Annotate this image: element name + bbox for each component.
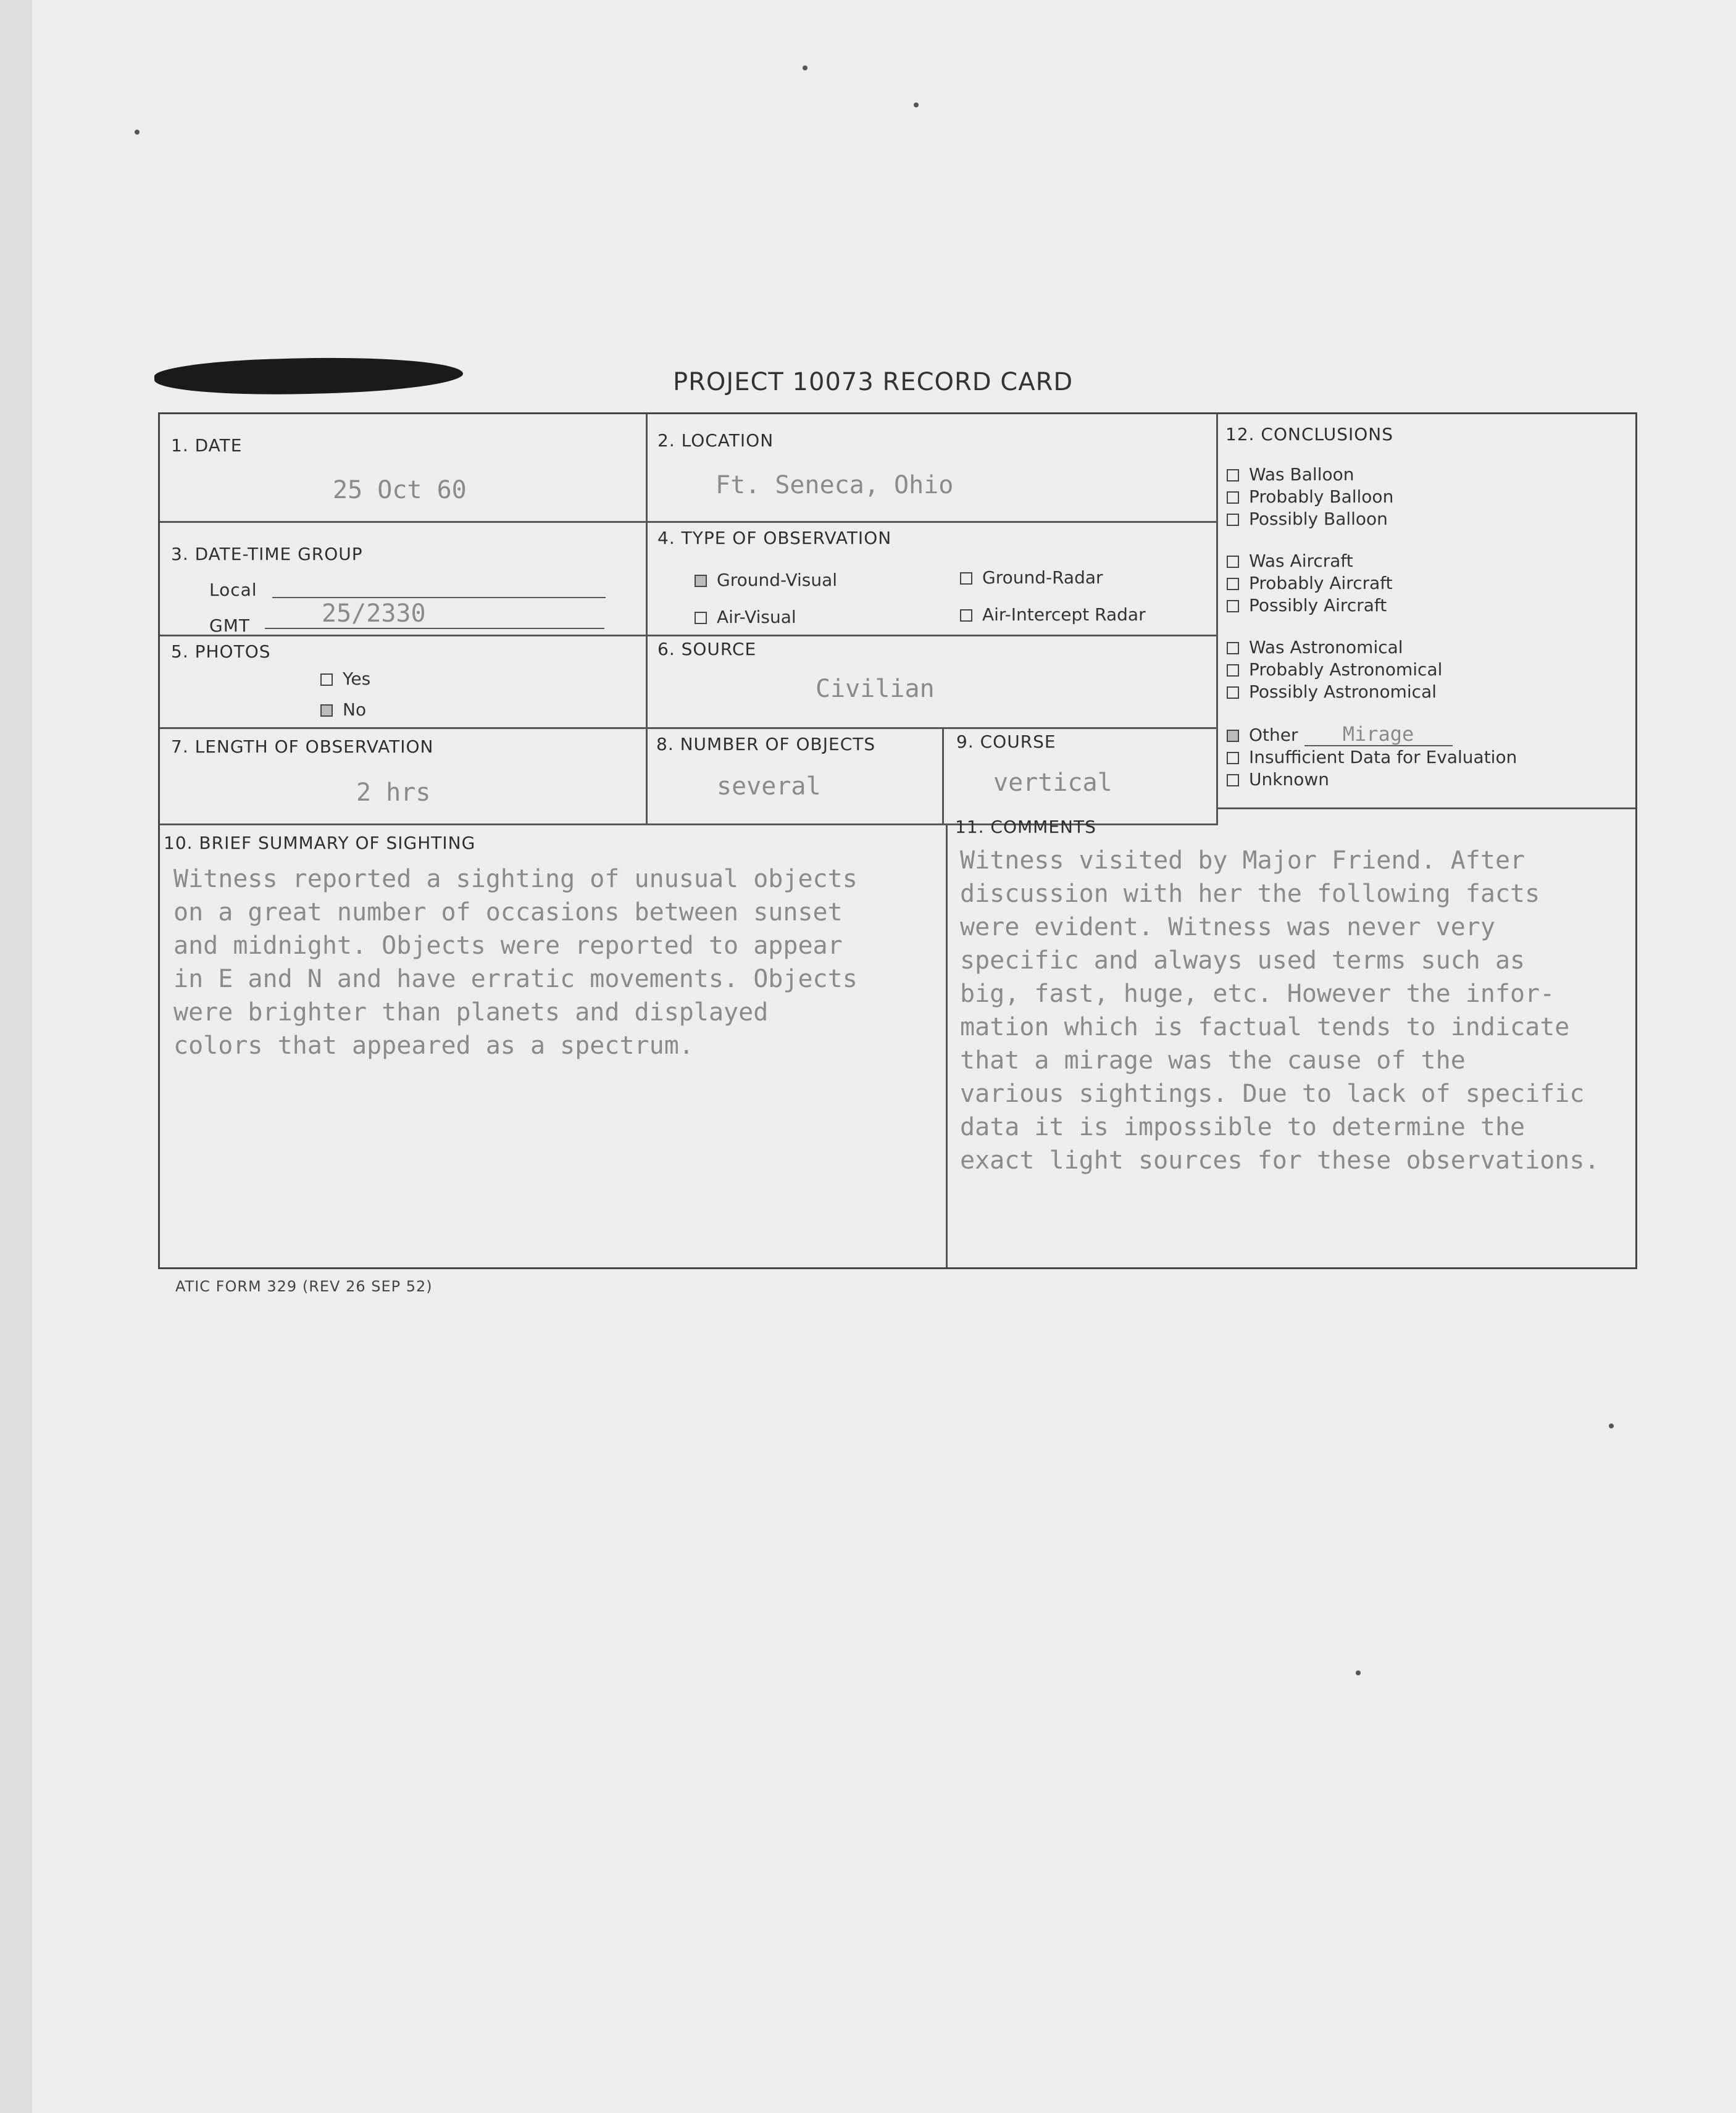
checkbox-icon	[320, 673, 333, 686]
option-air-visual[interactable]: Air-Visual	[695, 607, 796, 627]
photos-label: 5. PHOTOS	[171, 641, 271, 662]
option-photos-no[interactable]: No	[320, 699, 366, 720]
checkbox-icon	[1227, 686, 1239, 699]
option-was-astronomical[interactable]: Was Astronomical	[1227, 636, 1517, 659]
conclusions-label: 12. CONCLUSIONS	[1225, 424, 1394, 444]
dtg-label: 3. DATE-TIME GROUP	[171, 544, 363, 564]
comments-cell	[948, 809, 1635, 1267]
date-cell	[160, 414, 648, 523]
summary-text: Witness reported a sighting of unusual objects on a great number of occasions between sunset and midnight. Objects were reported to appear in E and N and have erratic movements. Objects were brighter than planets and displayed colors that appeared as a spectrum.	[173, 865, 858, 1060]
form-number: ATIC FORM 329 (REV 26 SEP 52)	[175, 1278, 433, 1295]
speck	[1356, 1670, 1361, 1675]
option-ground-radar[interactable]: Ground-Radar	[960, 567, 1103, 588]
source-cell	[648, 636, 1218, 729]
checkbox-icon	[1227, 556, 1239, 568]
location-label: 2. LOCATION	[657, 430, 774, 451]
checkbox-checked-icon	[695, 575, 707, 587]
record-card	[158, 412, 1637, 1269]
option-possibly-aircraft[interactable]: Possibly Aircraft	[1227, 594, 1517, 617]
num-objects-cell	[648, 729, 944, 825]
option-probably-balloon[interactable]: Probably Balloon	[1227, 486, 1517, 508]
checkbox-checked-icon	[320, 704, 333, 717]
redaction-mark	[154, 354, 463, 398]
date-value: 25 Oct 60	[333, 476, 467, 504]
course-label: 9. COURSE	[956, 731, 1056, 752]
checkbox-icon	[1227, 514, 1239, 526]
option-unknown[interactable]: Unknown	[1227, 769, 1517, 791]
photos-cell	[160, 636, 648, 729]
checkbox-icon	[1227, 469, 1239, 481]
gmt-field	[265, 628, 604, 629]
length-cell	[160, 729, 648, 825]
course-value: vertical	[993, 769, 1112, 797]
location-cell	[648, 414, 1218, 523]
option-other[interactable]: Other Mirage	[1227, 723, 1517, 746]
date-label: 1. DATE	[171, 435, 243, 456]
speck	[803, 65, 807, 70]
speck	[135, 130, 140, 135]
option-was-aircraft[interactable]: Was Aircraft	[1227, 550, 1517, 572]
summary-label: 10. BRIEF SUMMARY OF SIGHTING	[164, 833, 476, 853]
gmt-value: 25/2330	[322, 599, 426, 628]
option-photos-yes[interactable]: Yes	[320, 669, 370, 689]
option-probably-astronomical[interactable]: Probably Astronomical	[1227, 659, 1517, 681]
source-value: Civilian	[816, 675, 935, 703]
checkbox-icon	[1227, 752, 1239, 764]
option-was-balloon[interactable]: Was Balloon	[1227, 464, 1517, 486]
option-insufficient-data[interactable]: Insufficient Data for Evaluation	[1227, 746, 1517, 769]
checkbox-icon	[1227, 578, 1239, 590]
location-value: Ft. Seneca, Ohio	[716, 471, 954, 499]
checkbox-checked-icon	[1227, 730, 1239, 742]
other-value: Mirage	[1304, 723, 1453, 746]
checkbox-icon	[1227, 600, 1239, 612]
checkbox-icon	[1227, 642, 1239, 654]
option-possibly-astronomical[interactable]: Possibly Astronomical	[1227, 681, 1517, 703]
scan-edge	[0, 0, 32, 2113]
dtg-cell	[160, 523, 648, 636]
comments-text: Witness visited by Major Friend. After discussion with her the following facts were evident. Witness was never very specific and always used terms such as big, fast, huge, etc. However the infor- mation which is factual tends to indicate that a mirage was the cause of the various sightings. Due to lack of specific data it is impossible to determine the exact light sources for these observations.	[960, 846, 1600, 1175]
summary-cell	[160, 825, 948, 1267]
conclusions-cell	[1218, 414, 1635, 809]
checkbox-icon	[695, 612, 707, 624]
option-air-intercept-radar[interactable]: Air-Intercept Radar	[960, 604, 1146, 625]
comments-label: 11. COMMENTS	[955, 817, 1096, 837]
observation-type-cell	[648, 523, 1218, 636]
num-objects-label: 8. NUMBER OF OBJECTS	[656, 734, 876, 754]
source-label: 6. SOURCE	[657, 639, 757, 659]
checkbox-icon	[960, 572, 972, 585]
conclusions-list	[1227, 464, 1517, 791]
card-title: PROJECT 10073 RECORD CARD	[673, 368, 1074, 396]
speck	[1609, 1423, 1614, 1428]
checkbox-icon	[1227, 774, 1239, 786]
local-label: Local	[209, 580, 257, 600]
num-objects-value: several	[717, 772, 821, 801]
speck	[914, 102, 919, 107]
gmt-label: GMT	[209, 615, 250, 636]
local-field	[272, 597, 606, 598]
length-label: 7. LENGTH OF OBSERVATION	[171, 736, 434, 757]
checkbox-icon	[1227, 491, 1239, 504]
observation-type-label: 4. TYPE OF OBSERVATION	[657, 528, 892, 548]
option-probably-aircraft[interactable]: Probably Aircraft	[1227, 572, 1517, 594]
option-possibly-balloon[interactable]: Possibly Balloon	[1227, 508, 1517, 530]
option-ground-visual[interactable]: Ground-Visual	[695, 570, 837, 590]
checkbox-icon	[960, 609, 972, 622]
checkbox-icon	[1227, 664, 1239, 677]
length-value: 2 hrs	[356, 778, 431, 807]
